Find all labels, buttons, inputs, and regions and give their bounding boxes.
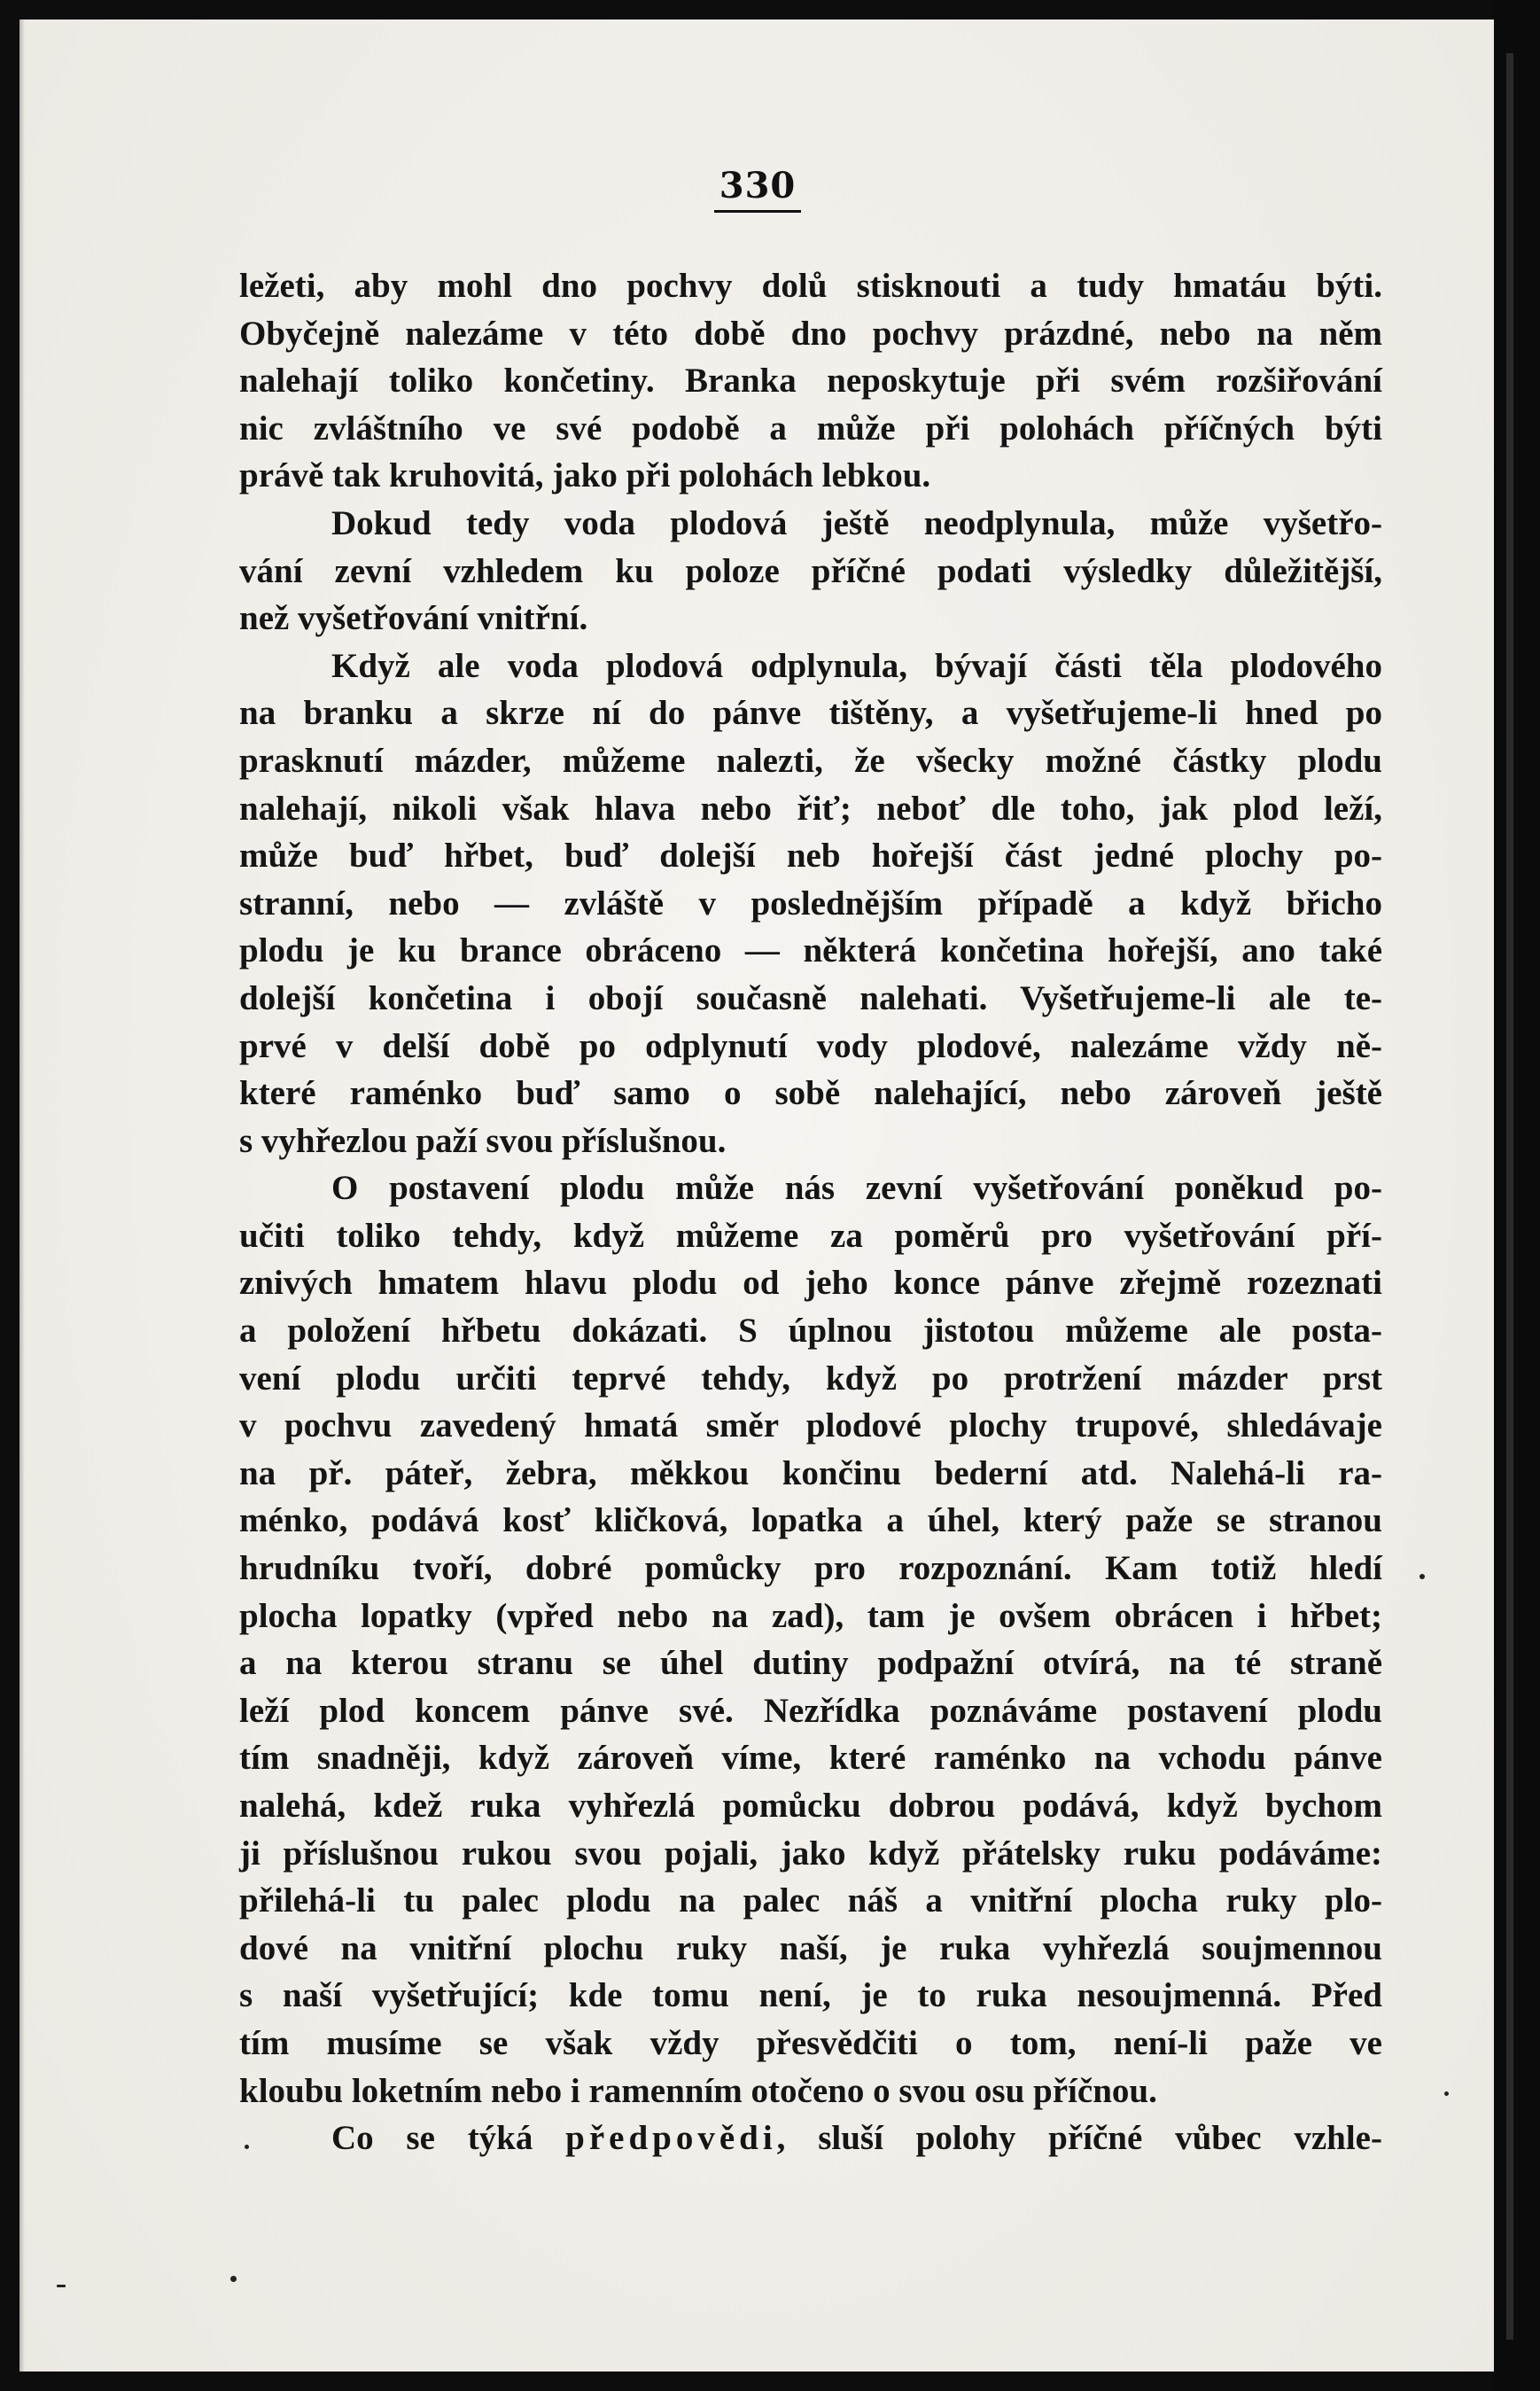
text-line: Když ale voda plodová odplynula, bývají části těla plodového <box>331 646 1382 685</box>
page-number-text: 330 <box>714 165 802 213</box>
text-line: tím snadněji, když zároveň víme, které raménko na vchodu pánve <box>239 1739 1382 1778</box>
text-line: učiti toliko tehdy, když můžeme za poměrů pro vyšetřování pří- <box>239 1216 1382 1255</box>
text-line: s naší vyšetřující; kde tomu není, je to ruka nesoujmenná. Před <box>239 1976 1382 2015</box>
scan-speck <box>230 2276 237 2282</box>
text-line: ležeti, aby mohl dno pochvy dolů stisknouti a tudy hmatáu býti. <box>239 267 1382 305</box>
text-run: Co se týká <box>331 2119 566 2158</box>
text-line: a na kterou stranu se úhel dutiny podpažní otvírá, na té straně <box>239 1644 1382 1683</box>
text-line: ji příslušnou rukou svou pojali, jako když přátelsky ruku podáváme: <box>239 1834 1382 1873</box>
text-line: nalehá, kdež ruka vyhřezlá pomůcku dobrou podává, když bychom <box>239 1787 1382 1825</box>
text-run: , sluší polohy příčné vůbec vzhle- <box>776 2119 1382 2158</box>
scan-speck <box>1444 2091 1449 2096</box>
text-line: prasknutí mázder, můžeme nalezti, že všecky možné částky plodu <box>239 741 1382 780</box>
text-line: vání zevní vzhledem ku poloze příčné podati výsledky důležitější, <box>239 551 1382 590</box>
text-line: prvé v delší době po odplynutí vody plodové, nalezáme vždy ně- <box>239 1026 1382 1065</box>
text-line: znivých hmatem hlavu plodu od jeho konce pánve zřejmě rozeznati <box>239 1264 1382 1303</box>
scan-shadow-left <box>19 19 25 2372</box>
text-line: plocha lopatky (vpřed nebo na zad), tam je ovšem obrácen i hřbet; <box>239 1596 1382 1635</box>
text-line: Dokud tedy voda plodová ještě neodplynula, může vyšetřo- <box>331 503 1382 542</box>
text-line: může buď hřbet, buď dolejší neb hořejší část jedné plochy po- <box>239 837 1382 876</box>
text-line: plodu je ku brance obráceno — některá končetina hořejší, ano také <box>239 931 1382 970</box>
scan-speck <box>1419 1574 1425 1579</box>
text-line: než vyšetřování vnitřní. <box>239 599 588 638</box>
scan-speck <box>245 2145 249 2149</box>
text-line: přilehá-li tu palec plodu na palec náš a vnitřní plocha ruky plo- <box>239 1881 1382 1920</box>
text-line: ménko, podává kosť kličková, lopatka a úhel, který paže se stranou <box>239 1501 1382 1540</box>
text-line: v pochvu zavedený hmatá směr plodové plochy trupové, shledávaje <box>239 1406 1382 1445</box>
text-line: nic zvláštního ve své podobě a může při polohách příčných býti <box>239 409 1382 448</box>
text-line: kloubu loketním nebo i ramenním otočeno o svou osu příčnou. <box>239 2071 1157 2110</box>
text-line: O postavení plodu může nás zevní vyšetřování poněkud po- <box>331 1169 1382 1208</box>
text-line: na branku a skrze ní do pánve tištěny, a vyšetřujeme-li hned po <box>239 694 1382 733</box>
text-line: tím musíme se však vždy přesvědčiti o tom, není-li paže ve <box>239 2023 1382 2062</box>
text-line: Obyčejně nalezáme v této době dno pochvy prázdné, nebo na něm <box>239 314 1382 353</box>
text-line: vení plodu určiti teprvé tehdy, když po protržení mázder prst <box>239 1359 1382 1398</box>
scan-speck <box>57 2285 66 2287</box>
body-text <box>239 262 1382 2162</box>
text-line: a položení hřbetu dokázati. S úplnou jistotou můžeme ale posta- <box>239 1312 1382 1351</box>
text-line <box>239 2115 1382 2162</box>
text-line: hrudníku tvoří, dobré pomůcky pro rozpoznání. Kam totiž hledí <box>239 1549 1382 1588</box>
scan-strip-right <box>1506 53 1513 2340</box>
page-number <box>0 165 1515 213</box>
text-line: na př. páteř, žebra, měkkou končinu bederní atd. Nalehá-li ra- <box>239 1453 1382 1492</box>
text-line: které raménko buď samo o sobě nalehající, nebo zároveň ještě <box>239 1074 1382 1113</box>
text-line: nalehají toliko končetiny. Branka neposkytuje při svém rozšiřování <box>239 362 1382 401</box>
text-line: dové na vnitřní plochu ruky naší, je ruka vyhřezlá soujmennou <box>239 1928 1382 1967</box>
scan-border-right <box>1494 0 1540 2391</box>
text-line: dolejší končetina i obojí současně nalehati. Vyšetřujeme-li ale te- <box>239 978 1382 1017</box>
text-line: leží plod koncem pánve své. Nezřídka poznáváme postavení plodu <box>239 1691 1382 1730</box>
text-line: nalehají, nikoli však hlava nebo řiť; neboť dle toho, jak plod leží, <box>239 789 1382 828</box>
text-line: s vyhřezlou paží svou příslušnou. <box>239 1121 727 1160</box>
emphasized-word: předpovědi <box>565 2119 777 2158</box>
text-line: právě tak kruhovitá, jako při polohách lebkou. <box>239 456 931 495</box>
text-line: stranní, nebo — zvláště v poslednějším případě a když břicho <box>239 884 1382 923</box>
